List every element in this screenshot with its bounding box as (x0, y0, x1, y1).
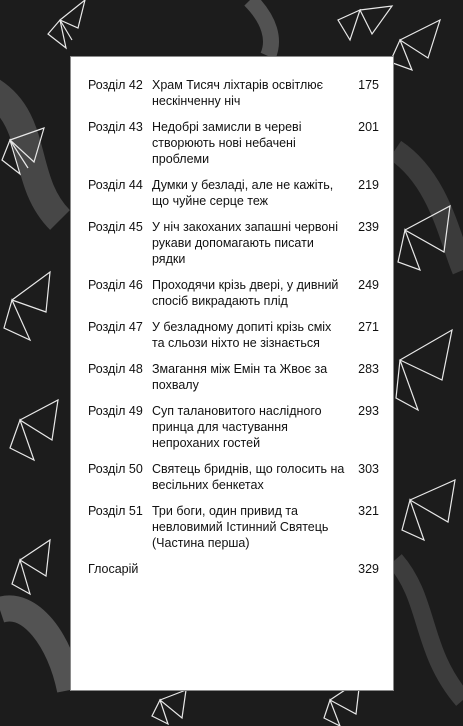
toc-page-number: 175 (358, 78, 379, 92)
toc-chapter-title: Святець бриднів, що голосить на весільних бенкетах (152, 462, 345, 492)
toc-chapter-title: Суп талановитого наслідного принца для частування непроханих гостей (152, 404, 322, 450)
toc-chapter-title: У безладному допиті крізь сміх та сльози ніхто не зізнається (152, 320, 332, 350)
toc-chapter-title: Думки у безладі, але не кажіть, що чуйне серце теж (152, 178, 334, 208)
toc-chapter-label: Розділ 46 (88, 278, 143, 292)
toc-chapter-label: Розділ 43 (88, 120, 143, 134)
toc-page-number: 219 (358, 178, 379, 192)
toc-glossary[interactable] (88, 561, 379, 577)
toc-chapter-label: Розділ 42 (88, 78, 143, 92)
toc-chapter-label: Розділ 50 (88, 462, 143, 476)
toc-entry[interactable] (88, 461, 379, 493)
toc-entry[interactable] (88, 361, 379, 393)
toc-entry[interactable] (88, 119, 379, 167)
toc-chapter-label: Розділ 51 (88, 504, 143, 518)
toc-entry[interactable] (88, 319, 379, 351)
toc-page-number: 249 (358, 278, 379, 292)
toc-chapter-label: Розділ 48 (88, 362, 143, 376)
toc-chapter-title: Храм Тисяч ліхтарів освітлює нескінченну ніч (152, 78, 324, 108)
toc-page-number: 293 (358, 404, 379, 418)
toc-glossary-page: 329 (358, 562, 379, 576)
toc-chapter-title: У ніч закоханих запашні червоні рукави допомагають писати рядки (152, 220, 338, 266)
toc-entry[interactable] (88, 277, 379, 309)
toc-entry[interactable] (88, 219, 379, 267)
toc-chapter-title: Недобрі замисли в череві створюють нові небачені проблеми (152, 120, 302, 166)
toc-chapter-label: Розділ 47 (88, 320, 143, 334)
toc-entry[interactable] (88, 503, 379, 551)
toc-page-number: 321 (358, 504, 379, 518)
table-of-contents (70, 56, 394, 691)
toc-entry[interactable] (88, 177, 379, 209)
toc-page-number: 303 (358, 462, 379, 476)
toc-chapter-label: Розділ 44 (88, 178, 143, 192)
toc-page-number: 239 (358, 220, 379, 234)
toc-chapter-title: Три боги, один привид та невловимий Істинний Святець (Частина перша) (152, 504, 329, 550)
toc-chapter-title: Змагання між Емін та Жвоє за похвалу (152, 362, 328, 392)
toc-page-number: 271 (358, 320, 379, 334)
toc-page-number: 283 (358, 362, 379, 376)
toc-glossary-label: Глосарій (88, 562, 139, 576)
toc-chapter-title: Проходячи крізь двері, у дивний спосіб викрадають плід (152, 278, 339, 308)
toc-chapter-label: Розділ 45 (88, 220, 143, 234)
toc-page-number: 201 (358, 120, 379, 134)
toc-entry[interactable] (88, 403, 379, 451)
toc-chapter-label: Розділ 49 (88, 404, 143, 418)
toc-entry[interactable] (88, 77, 379, 109)
toc-list (88, 77, 379, 551)
